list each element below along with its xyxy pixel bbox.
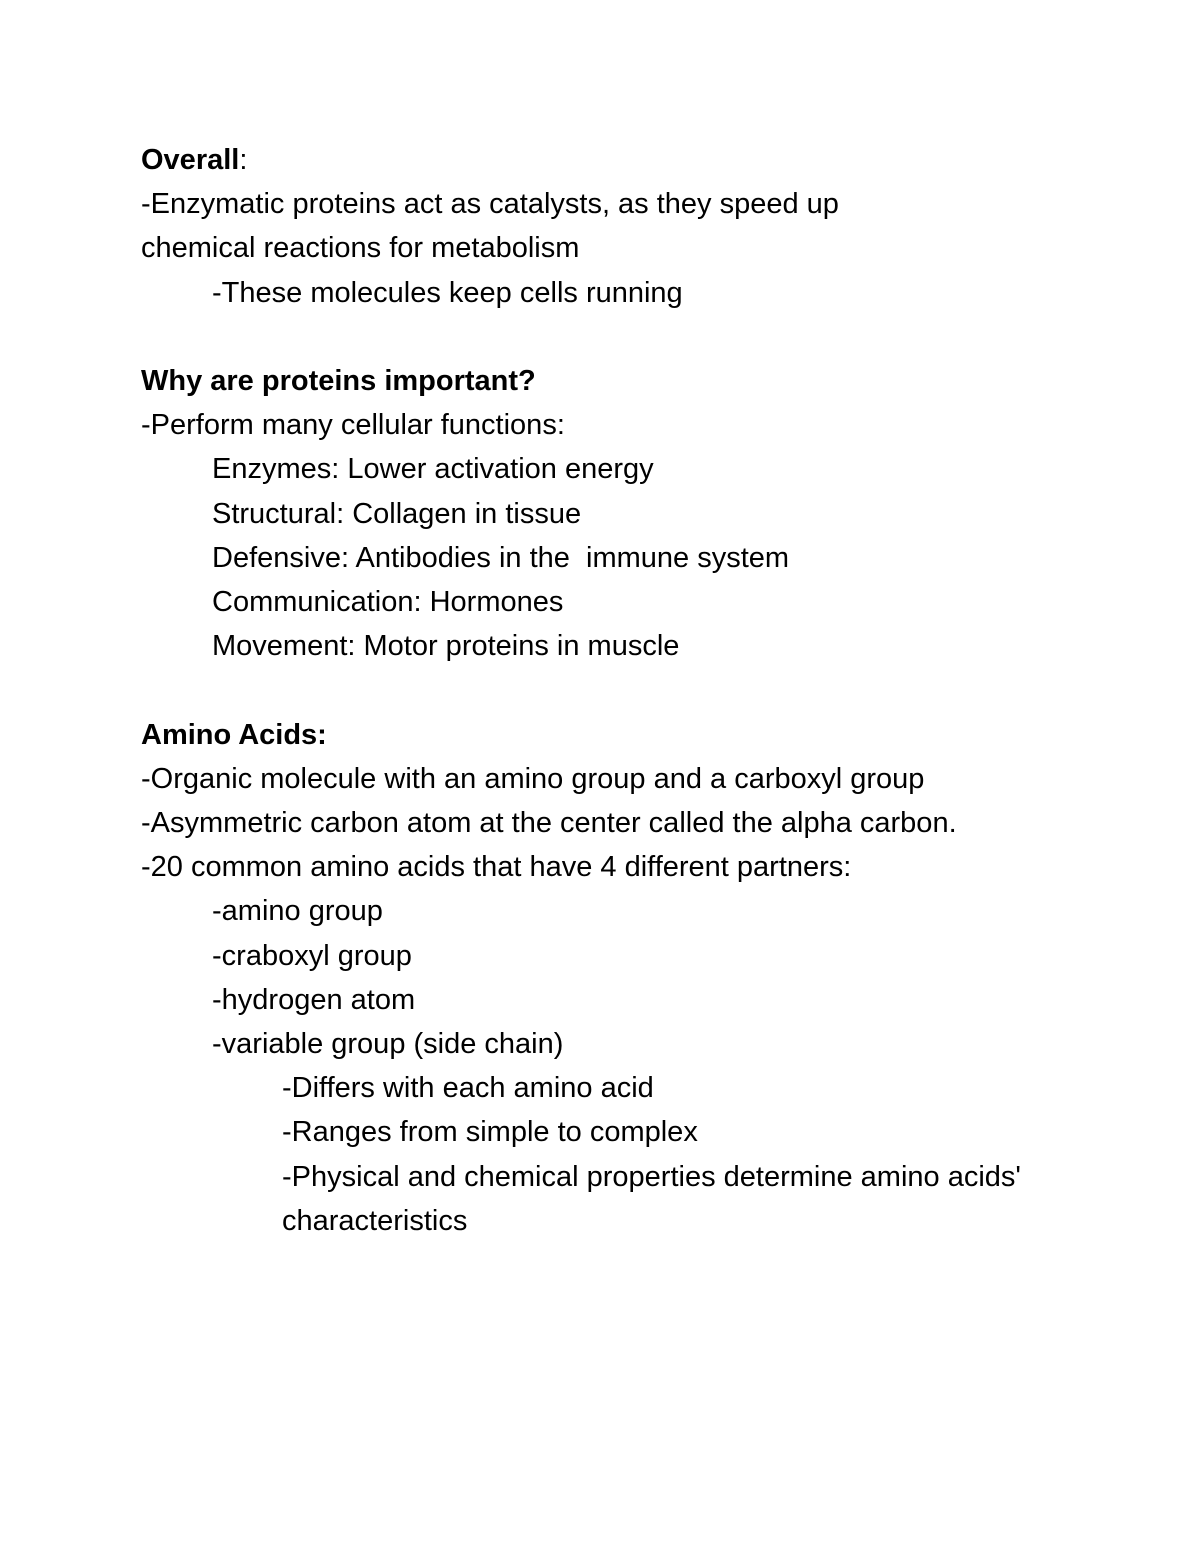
function-item: Communication: Hormones xyxy=(212,586,564,619)
notes-body xyxy=(141,138,1101,1243)
overall-heading-line xyxy=(141,138,1101,182)
overall-point-catalysts: -Enzymatic proteins act as catalysts, as they speed up chemical reactions for metabolism xyxy=(141,188,839,265)
partner-item: -hydrogen atom xyxy=(212,983,416,1016)
amino-acids-heading: Amino Acids: xyxy=(141,718,327,751)
spacer xyxy=(141,668,1101,712)
overall-heading-colon: : xyxy=(239,144,248,176)
side-chain-note: -Physical and chemical properties determine amino acids' characteristics xyxy=(282,1160,1021,1237)
proteins-heading: Why are proteins important? xyxy=(141,365,536,397)
partner-item: -amino group xyxy=(212,895,383,928)
function-item: Structural: Collagen in tissue xyxy=(212,497,582,530)
function-item: Defensive: Antibodies in the immune system xyxy=(212,541,790,574)
side-chain-note: -Ranges from simple to complex xyxy=(282,1116,698,1149)
amino-point-organic: -Organic molecule with an amino group and a carboxyl group xyxy=(141,762,925,795)
amino-point-partners: -20 common amino acids that have 4 different partners: xyxy=(141,851,852,884)
proteins-point-functions: -Perform many cellular functions: xyxy=(141,409,565,442)
partner-item: -craboxyl group xyxy=(212,939,412,972)
partner-item: -variable group (side chain) xyxy=(212,1028,564,1061)
side-chain-note: -Differs with each amino acid xyxy=(282,1072,654,1105)
function-item: Movement: Motor proteins in muscle xyxy=(212,630,680,663)
overall-subpoint-cells: -These molecules keep cells running xyxy=(212,276,683,309)
overall-heading: Overall xyxy=(141,144,240,176)
amino-point-alpha-carbon: -Asymmetric carbon atom at the center called the alpha carbon. xyxy=(141,807,957,840)
spacer xyxy=(141,315,1101,359)
function-item: Enzymes: Lower activation energy xyxy=(212,453,654,486)
